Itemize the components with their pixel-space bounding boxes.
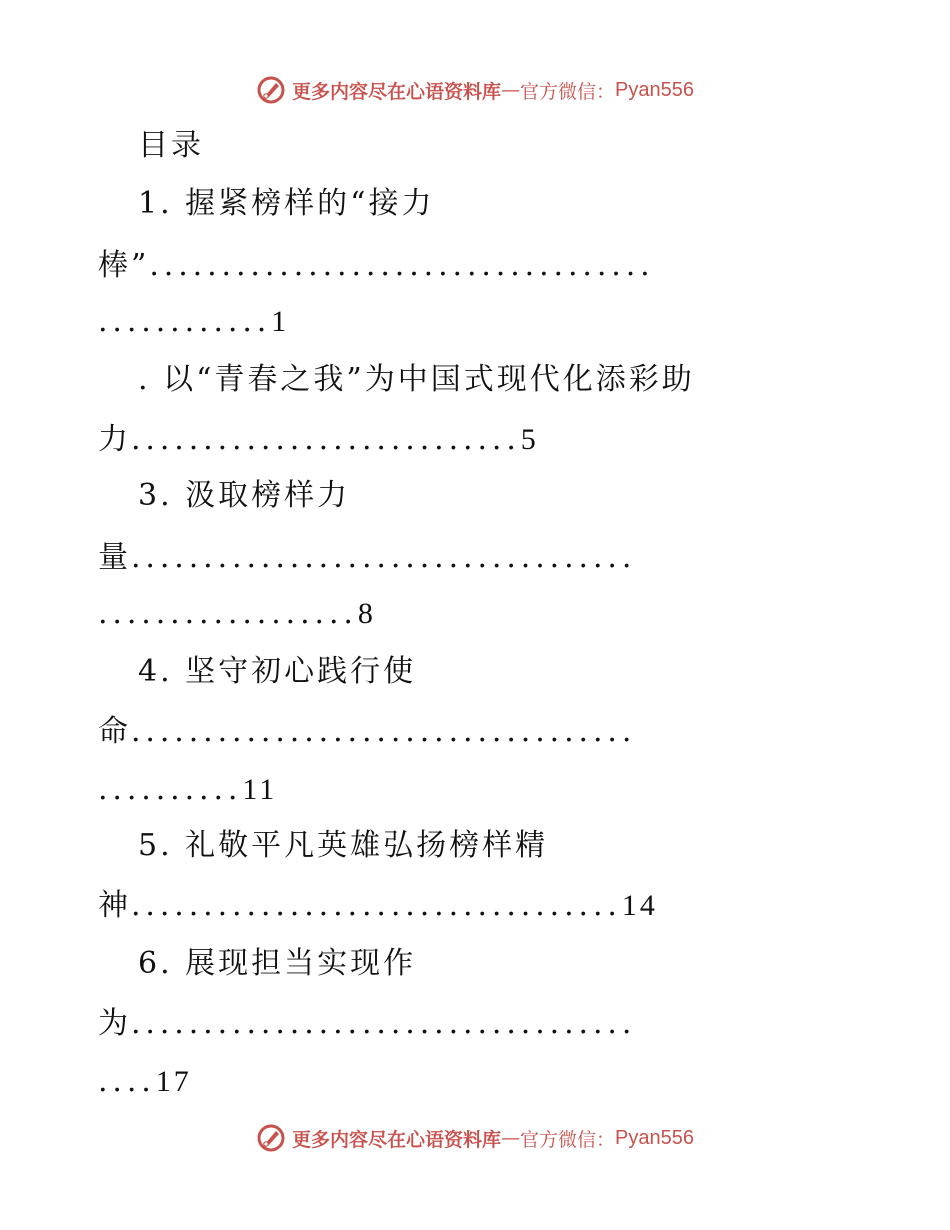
toc-entry-2-dots: ........................... <box>131 422 521 457</box>
toc-entry-4-tail: 命 <box>98 714 131 749</box>
toc-entry-3-tail: 量 <box>98 540 131 575</box>
toc-entry-2-leader <box>98 420 539 460</box>
toc-entry-2-tail: 力 <box>98 422 131 457</box>
toc-entry-4-leader <box>98 712 636 752</box>
toc-entry-6-pageline <box>98 1062 192 1102</box>
toc-entry-3-title: 3. 汲取榜样力 <box>138 478 351 513</box>
toc-entry-5-tail: 神 <box>98 888 131 923</box>
watermark-wechat-label: 官方微信： <box>520 80 616 103</box>
toc-entry-3-pageline <box>98 594 376 634</box>
watermark-wechat-id: Pyan556 <box>615 1126 694 1149</box>
footer-watermark <box>0 1118 950 1158</box>
toc-entry-4-page: 11 <box>242 773 278 806</box>
toc-entry-2-page: 5 <box>520 423 539 456</box>
toc-entry-1-tail: 棒” <box>98 248 150 283</box>
toc-entry-3-leader <box>98 538 636 578</box>
toc-entry-5-title: 5. 礼敬平凡英雄弘扬榜样精 <box>138 828 549 863</box>
toc-entry-5-leader <box>98 886 658 926</box>
toc-entry-2-title: . 以“青春之我”为中国式现代化添彩助 <box>138 362 695 397</box>
toc-entry-5-dots: .................................. <box>131 888 622 923</box>
toc-entry-1-title: 1. 握紧榜样的“接力 <box>138 186 435 221</box>
toc-title: 目录 <box>138 128 204 163</box>
toc-entry-3-page: 8 <box>357 597 376 630</box>
toc-entry-1-pageline <box>98 302 289 342</box>
watermark-site: 更多内容尽在心语资料库 <box>292 1128 502 1151</box>
watermark-separator: — <box>501 1127 521 1149</box>
toc-entry-1-dots: ................................... <box>149 248 655 283</box>
toc-entry-6-leader <box>98 1004 636 1044</box>
toc-entry-1-dots-2: ............ <box>98 304 272 339</box>
toc-entry-6-tail: 为 <box>98 1006 131 1041</box>
toc-entry-5-page: 14 <box>621 889 658 922</box>
pen-logo-icon <box>256 75 286 105</box>
toc-entry-4-dots-2: .......... <box>98 772 243 807</box>
toc-entry-6-dots: ................................... <box>131 1006 637 1041</box>
watermark-wechat-label: 官方微信： <box>520 1128 616 1151</box>
watermark-site: 更多内容尽在心语资料库 <box>292 80 502 103</box>
toc-entry-6-title: 6. 展现担当实现作 <box>138 946 417 981</box>
toc-entry-4-pageline <box>98 770 277 810</box>
watermark-separator: — <box>501 79 521 101</box>
toc-entry-3-dots-2: .................. <box>98 596 358 631</box>
pen-logo-icon <box>256 1123 286 1153</box>
toc-entry-1-page: 1 <box>271 305 290 338</box>
toc-entry-4-title: 4. 坚守初心践行使 <box>138 654 417 689</box>
toc-entry-4-dots: ................................... <box>131 714 637 749</box>
header-watermark <box>0 70 950 110</box>
toc-entry-3-dots: ................................... <box>131 540 637 575</box>
watermark-wechat-id: Pyan556 <box>615 78 694 101</box>
toc-entry-1-leader <box>98 246 655 286</box>
toc-entry-6-page: 17 <box>155 1065 192 1098</box>
toc-entry-6-dots-2: .... <box>98 1064 156 1099</box>
